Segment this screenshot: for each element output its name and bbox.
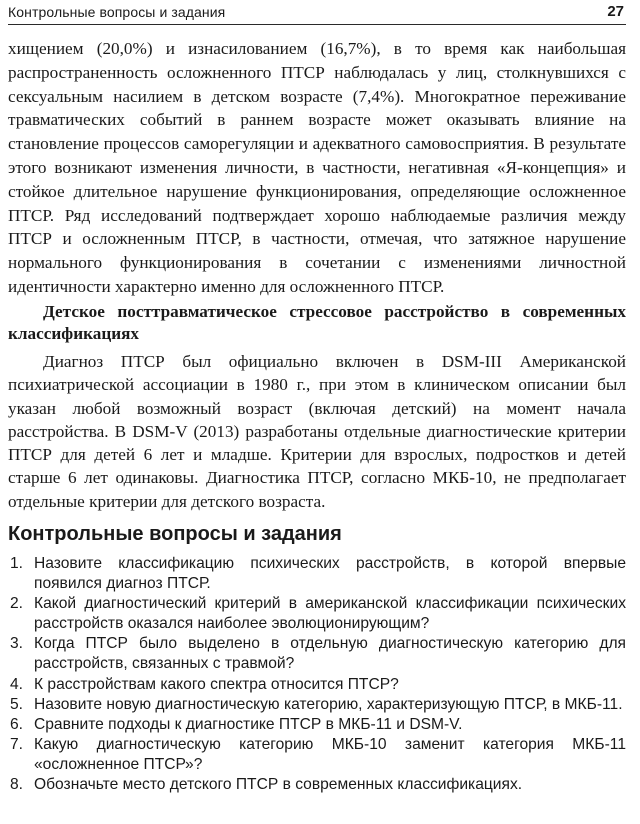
section-title: Контрольные вопросы и задания	[8, 523, 342, 545]
question-item	[8, 695, 626, 715]
question-text: Сравните подходы к диагностике ПТСР в МКБ-11 и DSM-V.	[34, 715, 463, 733]
book-page	[8, 0, 626, 824]
question-number: 3.	[10, 635, 24, 653]
question-item	[8, 594, 626, 634]
question-number: 8.	[10, 776, 24, 794]
question-text: Назовите новую диагностическую категорию, характеризующую ПТСР, в МКБ-11.	[34, 695, 623, 713]
question-item	[8, 715, 626, 735]
question-item	[8, 634, 626, 674]
body-paragraph-continued	[8, 37, 626, 299]
question-number: 1.	[10, 555, 24, 572]
page-number: 27	[607, 3, 624, 20]
running-header-title: Контрольные вопросы и задания	[8, 4, 226, 20]
questions-list	[8, 554, 626, 795]
question-text: Какую диагностическую категорию МКБ-10 заменит категория МКБ-11 «осложненное ПТСР»?	[34, 735, 626, 773]
question-item	[8, 675, 626, 695]
subsection-heading: Детское посттравматическое стрессовое расстройство в современных классификациях	[8, 302, 626, 343]
question-number: 4.	[10, 675, 24, 693]
question-item	[8, 735, 626, 775]
question-text: Назовите классификацию психических расстройств, в которой впервые появился диагноз ПТСР.	[34, 555, 626, 593]
question-text: Какой диагностический критерий в американской классификации психических расстройств оказался наиболее эволюционирующим?	[34, 595, 626, 633]
body-paragraph: Диагноз ПТСР был официально включен в DSM-III Американской психиатрической ассоциации в 1980 г., при этом в клиническом описании был указан любой возможный возраст (включая детский) на момент начала расстройства. В DSM-V (2013) разработаны отдельные диагностические критерии ПТСР для детей 6 лет и младше. Критерии для взрослых, подростков и детей старше 6 лет одинаковы. Диагностика ПТСР, согласно МКБ-10, не предполагает отдельные критерии для детского возраста.	[8, 352, 626, 511]
running-header	[8, 2, 626, 25]
paragraph-text: хищением (20,0%) и изнасилованием (16,7%), в то время как наибольшая распространенность осложненного ПТСР наблюдалась у лиц, столкнувшихся с сексуальным насилием в детском возрасте (7,4%). Многократное переживание травматических событий в раннем возрасте может оказывать влияние на становление процессов саморегуляции и адекватного самовосприятия. В результате этого возникают изменения личности, в частности, негативная «Я-концепция» и стойкое длительное нарушение функционирования, определяющие осложненное ПТСР. Ряд исследований подтверждает хорошо наблюдаемые различия между ПТСР и осложненным ПТСР, в частности, отмечая, что затяжное нарушение нормального функционирования в сочетании с изменениями личностной идентичности характерно именно для осложненного ПТСР.	[8, 39, 626, 296]
question-text: К расстройствам какого спектра относится ПТСР?	[34, 675, 399, 693]
question-number: 2.	[10, 595, 24, 613]
question-number: 6.	[10, 715, 24, 733]
question-text: Когда ПТСР было выделено в отдельную диагностическую категорию для расстройств, связанных с травмой?	[34, 635, 626, 673]
question-item	[8, 775, 626, 795]
question-number: 7.	[10, 735, 24, 753]
question-number: 5.	[10, 695, 24, 713]
question-item	[8, 554, 626, 594]
question-text: Обозначьте место детского ПТСР в современных классификациях.	[34, 776, 523, 794]
